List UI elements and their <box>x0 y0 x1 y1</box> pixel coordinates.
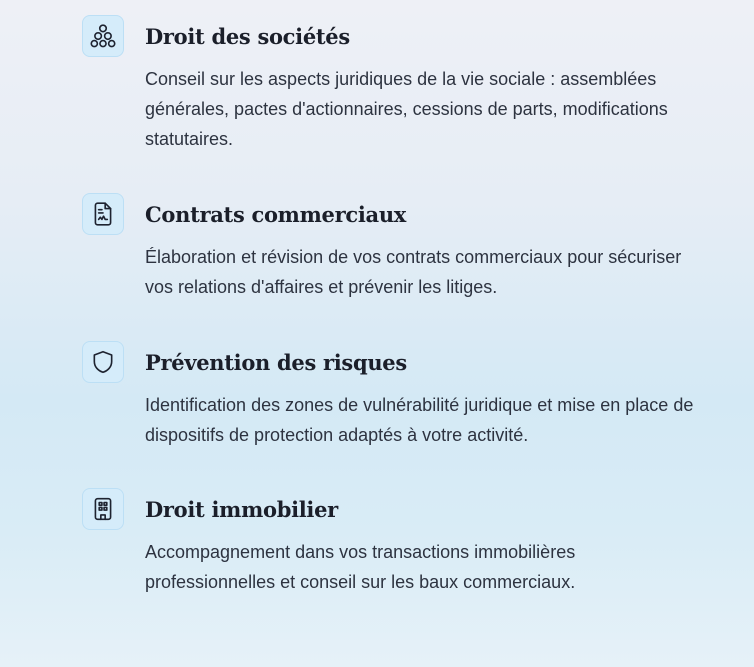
org-structure-icon <box>82 15 124 57</box>
service-description: Identification des zones de vulnérabilité juridique et mise en place de dispositifs de protection adaptés à votre activité. <box>145 395 694 445</box>
service-item-droit-des-societes <box>82 14 722 192</box>
service-description: Conseil sur les aspects juridiques de la vie sociale : assemblées générales, pactes d'actionnaires, cessions de parts, modifications statutaires. <box>145 69 668 149</box>
service-header <box>82 192 722 236</box>
service-title: Droit immobilier <box>145 496 338 522</box>
service-header <box>82 14 722 58</box>
contract-document-icon <box>82 193 124 235</box>
service-title: Prévention des risques <box>145 349 407 375</box>
service-description: Élaboration et révision de vos contrats commerciaux pour sécuriser vos relations d'affaires et prévenir les litiges. <box>145 247 682 297</box>
service-description: Accompagnement dans vos transactions immobilières professionnelles et conseil sur les baux commerciaux. <box>145 542 576 592</box>
service-header <box>82 487 722 531</box>
shield-icon <box>82 341 124 383</box>
service-item-contrats-commerciaux <box>82 192 722 340</box>
service-item-prevention-des-risques <box>82 340 722 487</box>
service-item-droit-immobilier <box>82 487 722 597</box>
service-title: Contrats commerciaux <box>145 201 407 227</box>
service-title: Droit des sociétés <box>145 23 350 49</box>
service-header <box>82 340 722 384</box>
services-list <box>82 14 722 597</box>
building-icon <box>82 488 124 530</box>
